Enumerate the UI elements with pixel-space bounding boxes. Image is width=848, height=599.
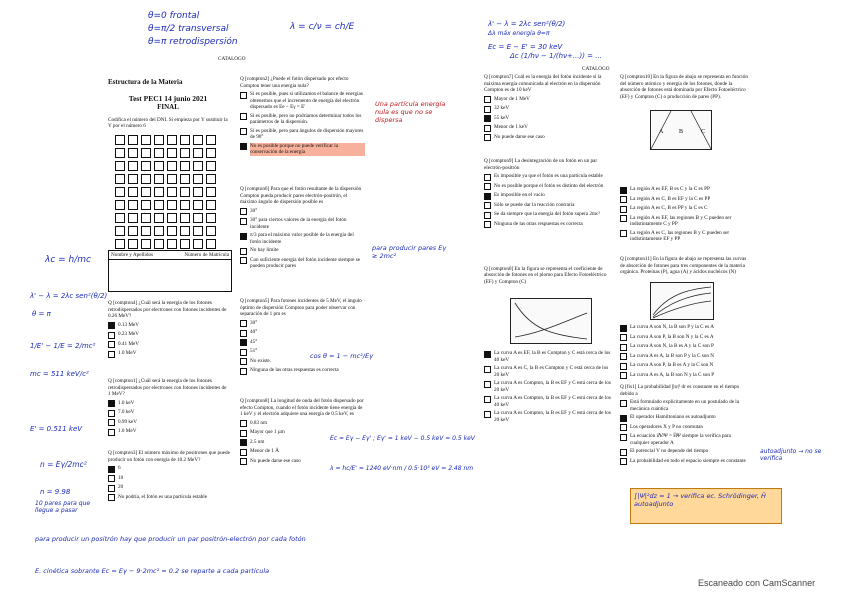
hw-autoadjunto: autoadjunto → no se verifica xyxy=(760,448,822,462)
answer-checkbox[interactable] xyxy=(108,494,115,501)
option-text: 1.0 MeV xyxy=(118,428,137,434)
answer-checkbox[interactable] xyxy=(240,368,247,375)
answer-checkbox[interactable] xyxy=(484,411,491,418)
dni-cell[interactable] xyxy=(115,148,125,158)
hw-cos: cos θ = 1 − mc²/Eγ xyxy=(310,352,373,360)
matricula-label: Número de Matrícula xyxy=(184,252,229,258)
option-text: 0.83 nm xyxy=(250,419,268,426)
regions-diagram xyxy=(651,111,711,149)
dni-cell[interactable] xyxy=(167,213,177,223)
dni-cell[interactable] xyxy=(128,187,138,197)
dni-cell[interactable] xyxy=(128,200,138,210)
dni-cell[interactable] xyxy=(206,200,216,210)
dni-cell[interactable] xyxy=(193,226,203,236)
option-text: La probabilidad en todo el espacio siempre es constante xyxy=(630,457,746,464)
dni-cell[interactable] xyxy=(115,239,125,249)
dni-cell[interactable] xyxy=(154,239,164,249)
option-text: La curva A es Compton, la B es EF y C está cerca de los 20 keV xyxy=(494,380,611,393)
subject: Estructura de la Materia xyxy=(108,78,183,86)
answer-checkbox[interactable] xyxy=(484,106,491,113)
answer-checkbox[interactable] xyxy=(240,358,247,365)
dni-cell[interactable] xyxy=(115,187,125,197)
dni-cell[interactable] xyxy=(141,187,151,197)
dni-cell[interactable] xyxy=(167,187,177,197)
hw-me: mc = 511 keV/c² xyxy=(30,370,89,378)
option-text: La región A es C, B es EF y la C es PP xyxy=(630,195,711,202)
answer-checkbox[interactable] xyxy=(620,424,627,431)
answer-checkbox[interactable] xyxy=(484,183,491,190)
answer-checkbox[interactable] xyxy=(484,115,491,122)
option-text: π/3 para el máximo valor posible de la energía del fotón incidente xyxy=(250,232,354,245)
answer-checkbox[interactable] xyxy=(620,344,627,351)
question-far-0-opts xyxy=(620,184,750,243)
option-text: No puede darse ese caso xyxy=(494,133,545,140)
answer-checkbox[interactable] xyxy=(620,215,627,222)
dni-cell[interactable] xyxy=(180,213,190,223)
answer-checkbox[interactable] xyxy=(240,128,247,135)
option-text: Se da siempre que la energía del fotón supera 2mc² xyxy=(494,211,600,217)
answer-checkbox[interactable] xyxy=(240,113,247,120)
hw-dl: λ' − λ = 2λc sen²(θ/2) xyxy=(30,292,108,300)
answer-checkbox[interactable] xyxy=(240,257,247,264)
answer-checkbox[interactable] xyxy=(484,174,491,181)
question-text: Q [compton2] ¿Puede el fotón dispersado por efecto Compton tener una energía nula? xyxy=(240,76,349,89)
option-text: 20 xyxy=(118,484,124,490)
option-text: 0.23 MeV xyxy=(118,331,140,337)
option-text: Sí es posible, pero no podríamos determinar todos los parámetros de la dispersión. xyxy=(250,112,362,125)
answer-checkbox[interactable] xyxy=(484,193,491,200)
option-text: Ninguna de las otras respuestas es correcta xyxy=(494,220,583,227)
dni-cell[interactable] xyxy=(115,226,125,236)
answer-checkbox[interactable] xyxy=(240,320,247,327)
option-text: Sí es posible, pero para ángulos de dispersión mayores de 90° xyxy=(250,127,364,140)
dni-cell[interactable] xyxy=(167,148,177,158)
option-text: Menor de 1 keV xyxy=(494,124,528,130)
question-text: Q [compton8] La longitud de onda del fotón dispersado por efecto Compton, cuando el fotón incidente tiene energía de 1 keV y el electrón adquiere una energía de 0.5 keV, es xyxy=(240,398,364,417)
dni-cell[interactable] xyxy=(115,200,125,210)
option-text: El potencial V no depende del tiempo xyxy=(630,448,709,454)
answer-checkbox[interactable] xyxy=(620,372,627,379)
hw-n3: 10 pares para que llegue a pasar xyxy=(35,500,91,514)
question-text: Q [compton10] En la figura de abajo se representa en función del número atómico y energía de los fotones, donde la absorción de fotones está dominada por Efecto Fotoeléctrico (EF) y Compton (C) o producción de pares (PP). xyxy=(620,74,748,100)
instructions: Codifica el número del DNI. Si empieza por Y sustituir la Y por el número 6 xyxy=(108,117,228,130)
note-line: θ=0 frontal xyxy=(148,11,200,21)
option-text: Mayor que 1 µm xyxy=(250,429,285,435)
question-text: Q [fis1] La probabilidad ∫|ψ|² dr es constante en el tiempo debido a xyxy=(620,384,740,397)
answer-checkbox[interactable] xyxy=(484,212,491,219)
answer-checkbox[interactable] xyxy=(484,96,491,103)
answer-checkbox[interactable] xyxy=(484,396,491,403)
question-far-0 xyxy=(620,74,750,100)
question-text: Q [compton9] La desintegración de un fotón en un par electrón-positrón xyxy=(484,158,598,171)
option-text: Está formulado explícitamente en un postulado de la mecánica cuántica xyxy=(630,399,740,412)
answer-checkbox[interactable] xyxy=(240,248,247,255)
hw-eq1: 1/E' − 1/E = 2/mc² xyxy=(30,342,96,350)
dni-cell[interactable] xyxy=(141,213,151,223)
answer-checkbox[interactable] xyxy=(240,420,247,427)
option-text: Es imposible ya que el fotón es una partícula estable xyxy=(494,173,603,179)
dni-cell[interactable] xyxy=(128,213,138,223)
option-text: No podría, el fotón es una partícula estable xyxy=(118,493,208,500)
option-text: La curva A es A, la B son N y la C son P xyxy=(630,371,715,378)
dni-cell[interactable] xyxy=(180,226,190,236)
answer-checkbox[interactable] xyxy=(620,325,627,332)
final-label: FINAL xyxy=(157,103,179,111)
dni-cell[interactable] xyxy=(206,174,216,184)
option-text: No existe. xyxy=(250,357,272,364)
option-text: 0.99 keV xyxy=(118,418,138,425)
answer-checkbox[interactable] xyxy=(240,430,247,437)
option-text: Ninguna de las otras respuestas es correcta xyxy=(250,367,339,373)
answer-checkbox[interactable] xyxy=(620,434,627,441)
option-text: La región A es EF, B es C y la C es PP xyxy=(630,186,710,192)
answer-checkbox[interactable] xyxy=(484,221,491,228)
question-text: Q [compton6] Para que el fotón resultante de la dispersión Compton pueda producir pares electrón-positrón, el máximo ángulo de dispersión posible es xyxy=(240,186,362,205)
option-text: La región A es EF, las regiones B y C pueden ser indistintamente C y PP xyxy=(630,214,732,227)
dni-cell[interactable] xyxy=(154,148,164,158)
question-mid-2 xyxy=(240,298,365,375)
option-text: 0.41 MeV xyxy=(118,340,140,347)
option-text: La curva A son N, la B es A y la C son P xyxy=(630,343,714,349)
option-text: La curva A son N, la B son P y la C es A xyxy=(630,324,714,330)
question-text: Q [compton11] En la figura de abajo se representa las curvas de absorción de fotones para tres componentes de la materia orgánica. Proteínas (P), agua (A) y ácidos nucleicos (N) xyxy=(620,256,747,275)
option-text: No puede darse ese caso xyxy=(250,457,301,464)
option-text: Los operadores X y P no conmutan xyxy=(630,423,703,430)
answer-checkbox[interactable] xyxy=(620,458,627,465)
answer-checkbox[interactable] xyxy=(240,208,247,215)
question-text: Q [compton4] ¿Cuál será la energía de los fotones retrodispersados por electrones con fotones incidentes de 0.26 MeV? xyxy=(108,300,227,319)
dni-cell[interactable] xyxy=(141,226,151,236)
dni-cell[interactable] xyxy=(115,135,125,145)
answer-checkbox[interactable] xyxy=(108,322,115,329)
dni-cell[interactable] xyxy=(193,239,203,249)
option-text: La región A es C, las regiones B y C pueden ser indistintamente EF y PP xyxy=(630,229,730,242)
note-line: θ=π/2 transversal xyxy=(148,24,229,34)
catalogo-left: CATALOGO xyxy=(218,56,246,62)
answer-checkbox[interactable] xyxy=(620,206,627,213)
answer-checkbox[interactable] xyxy=(620,187,627,194)
question-mid-1 xyxy=(240,186,365,270)
dni-cell[interactable] xyxy=(193,135,203,145)
hw-e2: E' = 0.511 keV xyxy=(30,425,83,433)
hw-n: n = Eγ/2mc² xyxy=(40,460,87,469)
option-text: 0.13 MeV xyxy=(118,321,140,328)
dni-cell[interactable] xyxy=(180,187,190,197)
dni-cell[interactable] xyxy=(180,135,190,145)
option-text: 30° para ciertos valores de la energía del fotón incidente xyxy=(250,217,347,230)
dni-cell[interactable] xyxy=(115,213,125,223)
option-text: Mayor de 1 MeV xyxy=(494,95,530,102)
hw-integral: ∫|Ψ|²dz = 1 → verifica ec. Schrödinger, Ĥ autoadjunto xyxy=(634,492,766,508)
answer-checkbox[interactable] xyxy=(620,449,627,456)
dni-cell[interactable] xyxy=(128,135,138,145)
dni-cell[interactable] xyxy=(128,148,138,158)
dni-cell[interactable] xyxy=(128,226,138,236)
answer-checkbox[interactable] xyxy=(108,419,115,426)
answer-checkbox[interactable] xyxy=(240,449,247,456)
answer-checkbox[interactable] xyxy=(108,410,115,417)
question-left-0 xyxy=(108,300,228,358)
dni-cell[interactable] xyxy=(115,161,125,171)
exam-header xyxy=(108,78,228,130)
answer-checkbox[interactable] xyxy=(484,125,491,132)
question-text: Q [compton7] Cuál es la energía del fotón incidente si la máxima energía comunicada al electrón en la dispersión Compton es de 10 keV xyxy=(484,74,602,93)
option-text: 10 xyxy=(118,474,124,481)
answer-checkbox[interactable] xyxy=(240,143,247,150)
dni-cell[interactable] xyxy=(141,200,151,210)
answer-checkbox[interactable] xyxy=(240,458,247,465)
dni-cell[interactable] xyxy=(193,213,203,223)
question-right-2-head: Q [compton0] En la figura se representa el coeficiente de absorción de fotones en el plomo para Efecto Fotoeléctrico (EF) y Compton (C) xyxy=(484,266,607,285)
dni-cell[interactable] xyxy=(180,161,190,171)
dni-cell[interactable] xyxy=(167,200,177,210)
dni-cell[interactable] xyxy=(206,161,216,171)
option-text: 40° xyxy=(250,329,258,335)
question-text: Q [compton5] Para fotones incidentes de 5 MeV, el ángulo óptimo de dispersión Compton para poder observar con separación de 1 pm es xyxy=(240,298,362,317)
dni-cell[interactable] xyxy=(180,200,190,210)
answer-checkbox[interactable] xyxy=(620,353,627,360)
answer-checkbox[interactable] xyxy=(484,351,491,358)
option-text: La curva A es Compton, la B es EF y C está cerca de los 20 keV xyxy=(494,410,611,423)
dni-cell[interactable] xyxy=(154,200,164,210)
answer-checkbox[interactable] xyxy=(620,400,627,407)
answer-checkbox[interactable] xyxy=(620,334,627,341)
answer-checkbox[interactable] xyxy=(620,363,627,370)
option-text: La curva A es EF, la B es Compton y C está cerca de los 40 keV xyxy=(494,350,611,363)
dni-cell[interactable] xyxy=(154,161,164,171)
dni-cell[interactable] xyxy=(154,213,164,223)
option-text: El operador Hamiltoniano es autoadjunto xyxy=(630,414,716,420)
option-text: La curva A son P, la B es A y la C son N xyxy=(630,362,714,368)
answer-checkbox[interactable] xyxy=(108,466,115,473)
question-right-2 xyxy=(484,348,612,423)
dni-cell[interactable] xyxy=(206,213,216,223)
dni-cell[interactable] xyxy=(206,187,216,197)
dni-cell[interactable] xyxy=(154,187,164,197)
question-mid-0 xyxy=(240,76,365,156)
dni-cell[interactable] xyxy=(193,187,203,197)
option-text: Es imposible en el vacío xyxy=(494,192,545,198)
answer-checkbox[interactable] xyxy=(620,230,627,237)
absorption-plot-lead xyxy=(510,298,592,344)
note-line: θ=π retrodispersión xyxy=(148,37,238,47)
dni-cell[interactable] xyxy=(180,148,190,158)
formula-right-2: Δλ máx energía θ=π xyxy=(488,30,550,37)
option-text: La curva A son P, la B son N y la C es A xyxy=(630,333,714,340)
answer-checkbox[interactable] xyxy=(108,485,115,492)
dni-cell[interactable] xyxy=(180,174,190,184)
name-box[interactable] xyxy=(108,250,232,292)
region-a-label: A xyxy=(659,129,664,135)
catalogo-right: CATALOGO xyxy=(582,66,610,72)
dni-grid[interactable] xyxy=(115,135,216,249)
option-text: No hay límite xyxy=(250,247,279,253)
option-text: 55 keV xyxy=(494,114,510,121)
option-text: 32 keV xyxy=(494,105,510,111)
region-b-label: B xyxy=(679,129,684,135)
question-mid-3 xyxy=(240,398,365,465)
hw-lc: λc = h/mc xyxy=(45,255,91,265)
hw-red-note: Una partícula energía nula es que no se dispersa xyxy=(375,100,446,124)
dni-cell[interactable] xyxy=(115,174,125,184)
answer-checkbox[interactable] xyxy=(240,439,247,446)
option-text: No es posible porque no puede verificar la conservación de la energía xyxy=(250,143,365,156)
option-text: La región A es C, B es PP y la C es C xyxy=(630,205,708,211)
hw-th: θ = π xyxy=(32,310,51,318)
answer-checkbox[interactable] xyxy=(108,475,115,482)
region-c-label: C xyxy=(701,129,706,135)
absorption-curves xyxy=(511,299,591,343)
question-left-2 xyxy=(108,450,233,501)
answer-checkbox[interactable] xyxy=(620,196,627,203)
answer-checkbox[interactable] xyxy=(484,134,491,141)
answer-checkbox[interactable] xyxy=(108,400,115,407)
option-text: Sí es posible, pues si utilizamos el balance de energías obtenemos que el incremento de energía del electrón dispersado es Ee − Eγ = E' xyxy=(250,91,363,110)
answer-checkbox[interactable] xyxy=(620,415,627,422)
formula-right-1: λ' − λ = 2λc sen²(θ/2) xyxy=(488,20,566,28)
answer-checkbox[interactable] xyxy=(240,349,247,356)
answer-checkbox[interactable] xyxy=(484,366,491,373)
dni-cell[interactable] xyxy=(128,161,138,171)
dni-cell[interactable] xyxy=(141,161,151,171)
dni-cell[interactable] xyxy=(141,239,151,249)
dni-cell[interactable] xyxy=(167,174,177,184)
dni-cell[interactable] xyxy=(167,239,177,249)
dni-cell[interactable] xyxy=(141,148,151,158)
answer-checkbox[interactable] xyxy=(240,330,247,337)
option-text: Con suficiente energía del fotón incidente siempre se pueden producir pares xyxy=(250,256,361,269)
dni-cell[interactable] xyxy=(154,226,164,236)
organic-absorption-plot xyxy=(650,282,714,320)
hw-ec: Ec = Eγ − Eγ' ; Eγ' = 1 keV − 0.5 keV = 0.5 keV xyxy=(330,435,475,442)
option-text: Menor de 1 Å xyxy=(250,448,279,454)
regions-plot xyxy=(650,110,712,150)
dni-cell[interactable] xyxy=(154,174,164,184)
formula-right-3: Ec = E − E' = 30 keV xyxy=(488,43,563,51)
question-right-1 xyxy=(484,158,612,228)
option-text: 2.5 nm xyxy=(250,438,265,445)
answer-checkbox[interactable] xyxy=(484,202,491,209)
formula-top: λ = c/ν = ch/E xyxy=(290,22,355,32)
dni-cell[interactable] xyxy=(154,135,164,145)
option-text: 6 xyxy=(118,465,121,471)
dni-cell[interactable] xyxy=(128,239,138,249)
name-label: Nombre y Apellidos xyxy=(111,252,154,258)
question-far-1 xyxy=(620,256,750,276)
dni-cell[interactable] xyxy=(193,148,203,158)
hw-mid-note: para producir pares Eγ ≥ 2mc² xyxy=(372,244,447,260)
answer-checkbox[interactable] xyxy=(108,341,115,348)
dni-cell[interactable] xyxy=(206,135,216,145)
answer-checkbox[interactable] xyxy=(108,332,115,339)
question-right-0 xyxy=(484,74,612,141)
dni-cell[interactable] xyxy=(206,226,216,236)
option-text: No es posible porque el fotón es distinto del electrón xyxy=(494,182,604,189)
formula-right-4: Δc (1/hν − 1/(hν+...)) = ... xyxy=(510,52,602,60)
test-title: Test PEC1 14 junio 2021 xyxy=(128,94,208,103)
question-left-1 xyxy=(108,378,228,436)
option-text: Sólo se puede dar la reacción contraria xyxy=(494,201,575,208)
dni-cell[interactable] xyxy=(206,239,216,249)
option-text: La curva A es Compton, la B es EF y C está cerca de los 40 keV xyxy=(494,395,611,408)
hw-bottom2: E. cinética sobrante Ec = Eγ − 9·2mc² = 0.2 se reparte a cada partícula xyxy=(35,567,270,575)
dni-cell[interactable] xyxy=(206,148,216,158)
dni-cell[interactable] xyxy=(141,135,151,145)
question-text: Q [compton3] El número máximo de positrones que puede producir un fotón con energía de 10.2 MeV? xyxy=(108,450,230,463)
answer-checkbox[interactable] xyxy=(108,351,115,358)
option-text: La curva A es C, la B es Compton y C está cerca de los 20 keV xyxy=(494,365,609,378)
organic-curves xyxy=(651,283,713,319)
option-text: 51° xyxy=(250,348,258,354)
scanner-watermark: Escaneado con CamScanner xyxy=(698,578,816,588)
answer-checkbox[interactable] xyxy=(108,429,115,436)
hw-lam: λ = hc/E' = 1240 eV·nm / 0.5·10³ eV = 2.48 nm xyxy=(330,465,474,472)
dni-cell[interactable] xyxy=(167,226,177,236)
option-text: 45° xyxy=(250,338,258,345)
dni-cell[interactable] xyxy=(180,239,190,249)
hw-n2: n = 9.98 xyxy=(40,488,71,496)
handwritten-notes-top xyxy=(148,10,238,49)
dni-cell[interactable] xyxy=(193,174,203,184)
option-text: La curva A es A, la B son P y la C son N xyxy=(630,352,714,359)
question-text: Q [compton1] ¿Cuál será la energía de los fotones retrodispersados por electrones con fotones incidentes de 1 MeV? xyxy=(108,378,227,397)
dni-cell[interactable] xyxy=(167,161,177,171)
dni-cell[interactable] xyxy=(193,200,203,210)
option-text: 30° xyxy=(250,207,258,214)
option-text: 30° xyxy=(250,319,258,326)
dni-cell[interactable] xyxy=(193,161,203,171)
question-far-1-opts xyxy=(620,322,750,379)
option-text: La ecuación iℏ∂Ψ = ĤΨ siempre la verifica para cualquier operador A xyxy=(630,433,731,446)
option-text: 1.0 keV xyxy=(118,399,135,406)
answer-checkbox[interactable] xyxy=(240,233,247,240)
option-text: 7.0 keV xyxy=(118,409,135,415)
answer-checkbox[interactable] xyxy=(240,92,247,99)
dni-cell[interactable] xyxy=(128,174,138,184)
question-far-2 xyxy=(620,384,750,465)
answer-checkbox[interactable] xyxy=(484,381,491,388)
dni-cell[interactable] xyxy=(141,174,151,184)
answer-checkbox[interactable] xyxy=(240,218,247,225)
dni-cell[interactable] xyxy=(167,135,177,145)
hw-bottom1: para producir un positrón hay que producir un par positrón-electrón por cada fotón xyxy=(35,535,306,543)
answer-checkbox[interactable] xyxy=(240,339,247,346)
option-text: 1.0 MeV xyxy=(118,350,137,356)
